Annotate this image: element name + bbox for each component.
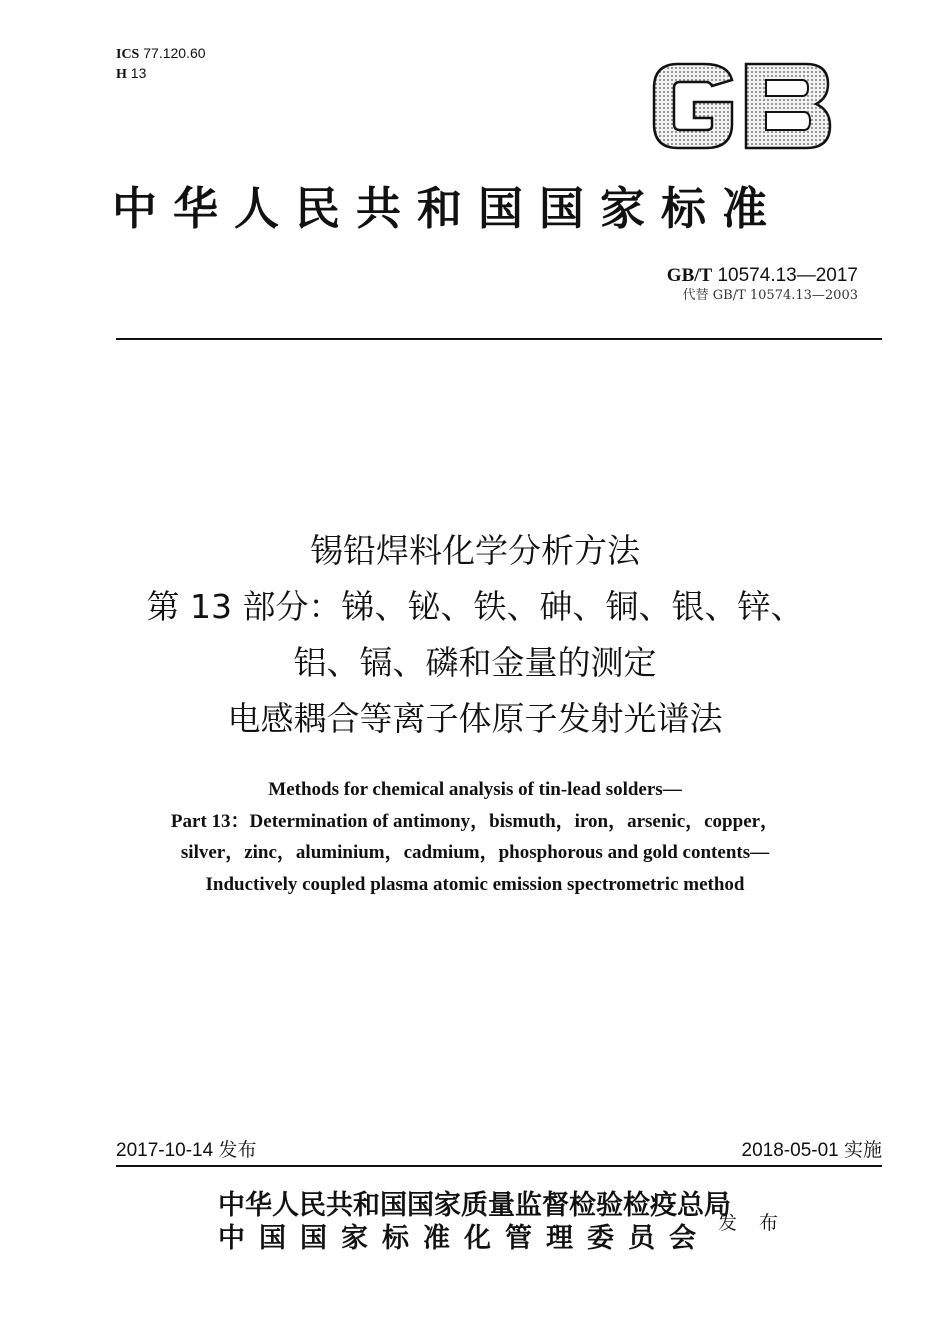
top-divider — [116, 338, 882, 340]
english-title-line: Methods for chemical analysis of tin-lead solders— — [268, 779, 682, 800]
chinese-title-line: 第 13 部分：锑、铋、铁、砷、铜、银、锌、 — [146, 587, 804, 626]
english-title-line: Part 13：Determination of antimony，bismuth，iron，arsenic，copper， — [170, 810, 780, 832]
standard-code: GB/T 10574.13—2017 — [666, 265, 858, 286]
replaces-code: 代替 GB/T 10574.13—2003 — [682, 288, 858, 303]
chinese-title-line: 铝、镉、磷和金量的测定 — [293, 643, 657, 682]
issuer-sac: 中国国家标准化管理委员会 — [218, 1223, 710, 1254]
english-title-line: silver，zinc，aluminium，cadmium，phosphorous and gold contents— — [180, 842, 770, 863]
english-title — [60, 774, 890, 900]
h-code: H 13 — [116, 65, 147, 82]
chinese-title-line: 锡铅焊料化学分析方法 — [310, 531, 640, 570]
national-standard-title: 中华人民共和国国家标准 — [112, 182, 784, 235]
publish-label: 发 布 — [718, 1212, 787, 1234]
classification-codes — [116, 44, 206, 84]
chinese-title — [60, 523, 890, 747]
ics-code: ICS 77.120.60 — [116, 45, 206, 62]
standard-code-block — [667, 264, 858, 304]
chinese-title-line: 电感耦合等离子体原子发射光谱法 — [227, 699, 723, 738]
logo-text: GB — [646, 58, 648, 59]
gb-logo — [646, 58, 836, 154]
bottom-divider — [116, 1165, 882, 1167]
issuer-aqsiq: 中华人民共和国国家质量监督检验检疫总局 — [218, 1190, 731, 1221]
implementation-date: 2018-05-01 实施 — [741, 1140, 882, 1161]
english-title-line: Inductively coupled plasma atomic emission spectrometric method — [205, 873, 745, 895]
issue-date: 2017-10-14 发布 — [116, 1140, 257, 1161]
